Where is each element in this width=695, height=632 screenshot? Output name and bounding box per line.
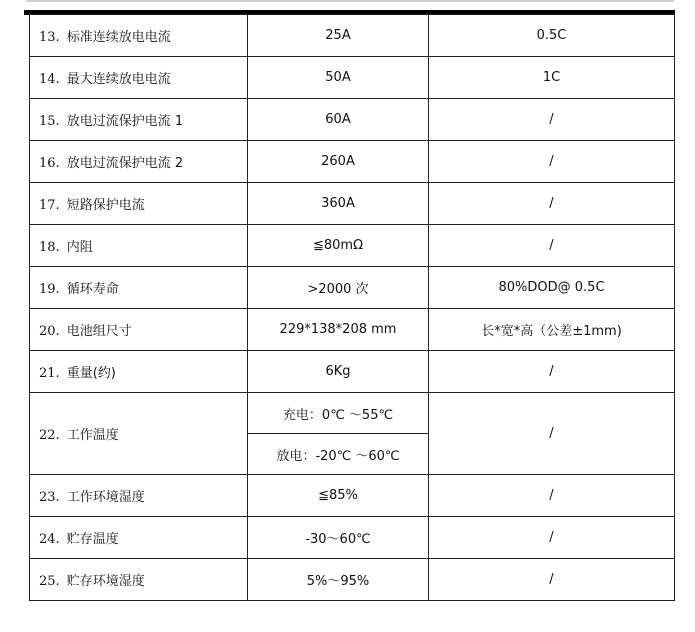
row-number: 14. — [39, 72, 60, 87]
param-note: 80%DOD@ 0.5C — [429, 267, 675, 309]
param-name-cell — [30, 351, 248, 393]
param-note: / — [429, 183, 675, 225]
row-number: 19. — [39, 282, 60, 297]
param-value-discharge: 放电：-20℃ ～60℃ — [248, 434, 429, 475]
row-number: 15. — [39, 114, 60, 129]
param-note: / — [429, 475, 675, 517]
param-name: 贮存温度 — [66, 532, 119, 547]
table-row — [30, 517, 675, 559]
param-note: 1C — [429, 57, 675, 99]
param-note: / — [429, 351, 675, 393]
param-name: 最大连续放电电流 — [66, 72, 171, 87]
param-value: 6Kg — [248, 351, 429, 393]
param-name-cell — [30, 267, 248, 309]
param-value: 50A — [248, 57, 429, 99]
param-value: ≦85% — [248, 475, 429, 517]
param-value: -30～60℃ — [248, 517, 429, 559]
param-name: 电池组尺寸 — [66, 324, 132, 339]
param-name-cell — [30, 225, 248, 267]
row-number: 24. — [39, 532, 60, 547]
table-row — [30, 57, 675, 99]
spec-table — [29, 14, 675, 601]
param-name: 循环寿命 — [66, 282, 119, 297]
param-name: 短路保护电流 — [66, 198, 145, 213]
param-note: / — [429, 559, 675, 601]
param-name-cell — [30, 183, 248, 225]
param-name-cell — [30, 309, 248, 351]
param-name: 内阻 — [66, 240, 93, 255]
param-note: / — [429, 99, 675, 141]
param-name: 标准连续放电电流 — [66, 30, 171, 45]
table-row — [30, 475, 675, 517]
table-row — [30, 559, 675, 601]
table-row — [30, 99, 675, 141]
row-number: 18. — [39, 240, 60, 255]
param-name-cell — [30, 393, 248, 475]
row-number: 17. — [39, 198, 60, 213]
table-row — [30, 351, 675, 393]
param-name-cell — [30, 475, 248, 517]
row-number: 23. — [39, 490, 60, 505]
param-name-cell — [30, 57, 248, 99]
param-value: ≦80mΩ — [248, 225, 429, 267]
param-name: 放电过流保护电流 1 — [66, 114, 184, 129]
page-top-border — [26, 0, 674, 2]
param-name: 贮存环境湿度 — [66, 574, 145, 589]
param-value: 360A — [248, 183, 429, 225]
row-number: 25. — [39, 574, 60, 589]
row-number: 22. — [39, 428, 60, 443]
param-value-charge: 充电：0℃ ～55℃ — [248, 393, 429, 434]
table-row — [30, 225, 675, 267]
row-number: 20. — [39, 324, 60, 339]
table-row — [30, 15, 675, 57]
param-note: 长*宽*高（公差±1mm) — [429, 309, 675, 351]
param-name-cell — [30, 15, 248, 57]
param-name: 工作温度 — [66, 428, 119, 443]
param-value: >2000 次 — [248, 267, 429, 309]
table-row — [30, 309, 675, 351]
param-note: / — [429, 225, 675, 267]
param-name: 重量(约) — [66, 366, 116, 381]
param-name: 放电过流保护电流 2 — [66, 156, 184, 171]
table-row — [30, 141, 675, 183]
table-row — [30, 393, 675, 434]
table-row — [30, 183, 675, 225]
param-value: 25A — [248, 15, 429, 57]
param-name: 工作环境湿度 — [66, 490, 145, 505]
table-row — [30, 267, 675, 309]
param-name-cell — [30, 517, 248, 559]
row-number: 21. — [39, 366, 60, 381]
row-number: 16. — [39, 156, 60, 171]
param-value: 5%～95% — [248, 559, 429, 601]
param-note: / — [429, 141, 675, 183]
param-note: / — [429, 393, 675, 475]
param-name-cell — [30, 99, 248, 141]
param-name-cell — [30, 141, 248, 183]
param-name-cell — [30, 559, 248, 601]
param-value: 260A — [248, 141, 429, 183]
param-value: 229*138*208 mm — [248, 309, 429, 351]
param-value: 60A — [248, 99, 429, 141]
param-note: 0.5C — [429, 15, 675, 57]
param-note: / — [429, 517, 675, 559]
row-number: 13. — [39, 30, 60, 45]
